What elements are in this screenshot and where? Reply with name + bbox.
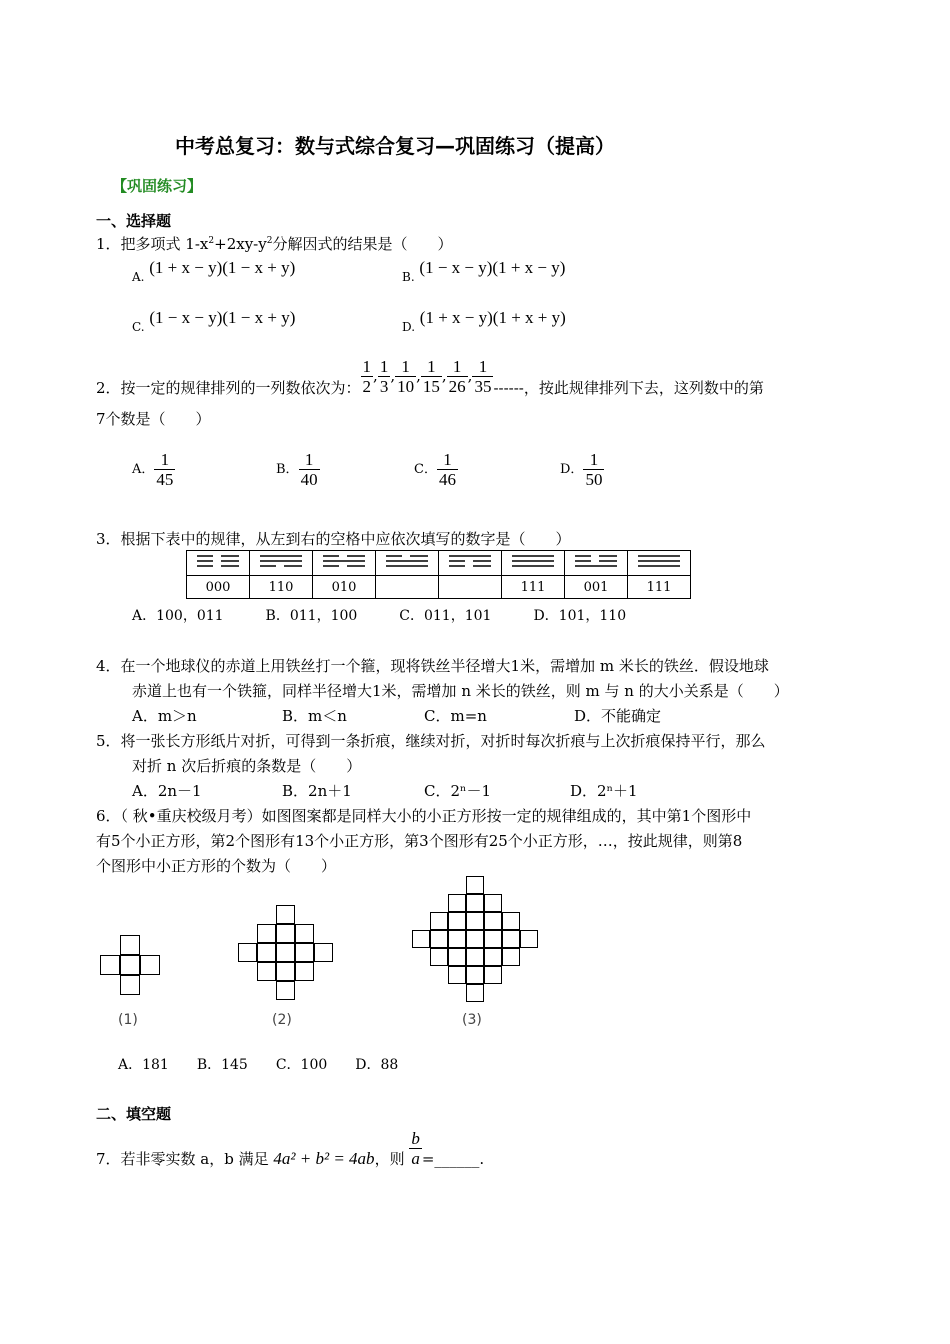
- small-square: [466, 894, 484, 912]
- small-square: [295, 943, 314, 962]
- question-2-line2: 7个数是（ ）: [96, 410, 211, 428]
- small-square: [520, 930, 538, 948]
- small-square: [140, 955, 160, 975]
- small-square: [276, 905, 295, 924]
- small-square: [502, 948, 520, 966]
- sequence-fraction: $\frac{1}{15}$: [422, 357, 440, 396]
- q2-option-a: A． $\frac{1}{45}$: [132, 449, 174, 489]
- trigram-cell: [313, 551, 376, 576]
- small-square: [466, 912, 484, 930]
- trigram-cell: [502, 551, 565, 576]
- small-square: [448, 966, 466, 984]
- trigram-table: [186, 550, 691, 599]
- q4-option-c: C．m=n: [424, 707, 487, 725]
- question-7: 7．若非零实数 a，b 满足 4a² + b² = 4ab，则 $\frac{b}{a}$ =______.: [96, 1129, 485, 1168]
- q5-option-b: B．2n＋1: [282, 782, 352, 800]
- q2-option-b: B． $\frac{1}{40}$: [276, 449, 318, 489]
- trigram-cell: [376, 551, 439, 576]
- q6-options: A．181 B．145 C．100 D．88: [118, 1057, 399, 1073]
- small-square: [276, 924, 295, 943]
- small-square: [295, 962, 314, 981]
- small-square: [257, 924, 276, 943]
- small-square: [314, 943, 333, 962]
- q1-option-c: C. (1 − x − y)(1 − x + y): [132, 308, 296, 334]
- code-cell: 001: [565, 576, 628, 599]
- sequence-fraction: $\frac{1}{10}$: [397, 357, 415, 396]
- question-5-line2: 对折 n 次后折痕的条数是（ ）: [132, 757, 362, 775]
- section-heading-choice: 一、选择题: [96, 212, 172, 230]
- code-cell: 010: [313, 576, 376, 599]
- small-square: [466, 930, 484, 948]
- code-cell: [439, 576, 502, 599]
- question-2-stem: 2．按一定的规律排列的一列数依次为： $\frac{1}{2}$ , $\frac{1}{3}$ , $\frac{1}{10}$ , $\frac{1}{15}$ , $\frac{1}{26}$ , $\frac{1}{35}$ ------，按此规律排列下去，这列数中的第: [96, 357, 764, 397]
- code-cell: 111: [628, 576, 691, 599]
- small-square: [120, 935, 140, 955]
- q1-option-b: B. (1 − x − y)(1 + x − y): [402, 258, 566, 284]
- small-square: [502, 912, 520, 930]
- small-square: [430, 912, 448, 930]
- small-square: [466, 984, 484, 1002]
- question-1-stem: 1．把多项式 $1-x^2+2xy-y^2$分解因式的结果是（ ）: [96, 235, 453, 253]
- code-cell: 000: [187, 576, 250, 599]
- q4-option-a: A．m＞n: [132, 707, 197, 725]
- small-square: [466, 948, 484, 966]
- question-4-line1: 4．在一个地球仪的赤道上用铁丝打一个箍，现将铁丝半径增大1米，需增加 m 米长的铁丝．假设地球: [96, 657, 769, 675]
- trigram-cell: [250, 551, 313, 576]
- sequence-fraction: $\frac{1}{2}$: [362, 357, 372, 396]
- small-square: [448, 912, 466, 930]
- small-square: [257, 962, 276, 981]
- small-square: [430, 948, 448, 966]
- trigram-cell: [439, 551, 502, 576]
- trigram-cell: [565, 551, 628, 576]
- page-title: 中考总复习：数与式综合复习—巩固练习（提高）: [175, 134, 615, 158]
- small-square: [276, 981, 295, 1000]
- question-6-line1: 6．（ 秋•重庆校级月考）如图图案都是同样大小的小正方形按一定的规律组成的，其中第1个图形中: [96, 807, 752, 825]
- small-square: [100, 955, 120, 975]
- q5-option-a: A．2n－1: [132, 782, 202, 800]
- q4-option-d: D．不能确定: [574, 707, 662, 725]
- equation: 4a² + b² = 4ab: [273, 1148, 375, 1168]
- small-square: [448, 930, 466, 948]
- figure-3-label: (3): [462, 1012, 482, 1028]
- small-square: [276, 943, 295, 962]
- small-square: [120, 975, 140, 995]
- small-square: [484, 894, 502, 912]
- small-square: [484, 966, 502, 984]
- small-square: [466, 876, 484, 894]
- section-heading-fill: 二、填空题: [96, 1105, 172, 1123]
- code-cell: 111: [502, 576, 565, 599]
- trigram-cell: [628, 551, 691, 576]
- trigram-cell: [187, 551, 250, 576]
- q4-option-b: B．m＜n: [282, 707, 347, 725]
- sequence-fraction: $\frac{1}{3}$: [379, 357, 389, 396]
- small-square: [448, 894, 466, 912]
- small-square: [238, 943, 257, 962]
- small-square: [430, 930, 448, 948]
- small-square: [295, 924, 314, 943]
- question-5-line1: 5．将一张长方形纸片对折，可得到一条折痕，继续对折，对折时每次折痕与上次折痕保持平行，那么: [96, 732, 766, 750]
- trigram-row: [187, 551, 691, 576]
- q5-option-c: C．2ⁿ－1: [424, 782, 492, 800]
- small-square: [484, 930, 502, 948]
- code-row: [187, 576, 691, 599]
- small-square: [484, 948, 502, 966]
- sequence-fraction: $\frac{1}{26}$: [448, 357, 466, 396]
- small-square: [257, 943, 276, 962]
- small-square: [448, 948, 466, 966]
- small-square: [120, 955, 140, 975]
- small-square: [276, 962, 295, 981]
- q2-option-d: D． $\frac{1}{50}$: [560, 449, 603, 489]
- q1-option-a: A. (1 + x − y)(1 − x + y): [132, 258, 296, 284]
- question-4-line2: 赤道上也有一个铁箍，同样半径增大1米，需增加 n 米长的铁丝，则 m 与 n 的大小关系是（ ）: [132, 682, 789, 700]
- code-cell: 110: [250, 576, 313, 599]
- question-6-line3: 个图形中小正方形的个数为（ ）: [96, 857, 337, 875]
- question-6-line2: 有5个小正方形，第2个图形有13个小正方形，第3个图形有25个小正方形，…，按此规律，则第8: [96, 832, 743, 850]
- question-3-stem: 3．根据下表中的规律，从左到右的空格中应依次填写的数字是（ ）: [96, 530, 571, 548]
- section-tag: 【巩固练习】: [112, 177, 203, 195]
- fraction-b-over-a: $\frac{b}{a}$: [411, 1129, 420, 1168]
- figure-2-label: (2): [272, 1012, 292, 1028]
- small-square: [502, 930, 520, 948]
- q3-options: A．100，011 B．011，100 C．011，101 D．101，110: [132, 608, 627, 624]
- q2-option-c: C． $\frac{1}{46}$: [414, 449, 456, 489]
- small-square: [412, 930, 430, 948]
- small-square: [466, 966, 484, 984]
- q1-option-d: D. (1 + x − y)(1 + x + y): [402, 308, 566, 334]
- figure-1-label: (1): [118, 1012, 138, 1028]
- code-cell: [376, 576, 439, 599]
- small-square: [484, 912, 502, 930]
- q5-option-d: D．2ⁿ＋1: [570, 782, 638, 800]
- sequence-fraction: $\frac{1}{35}$: [474, 357, 492, 396]
